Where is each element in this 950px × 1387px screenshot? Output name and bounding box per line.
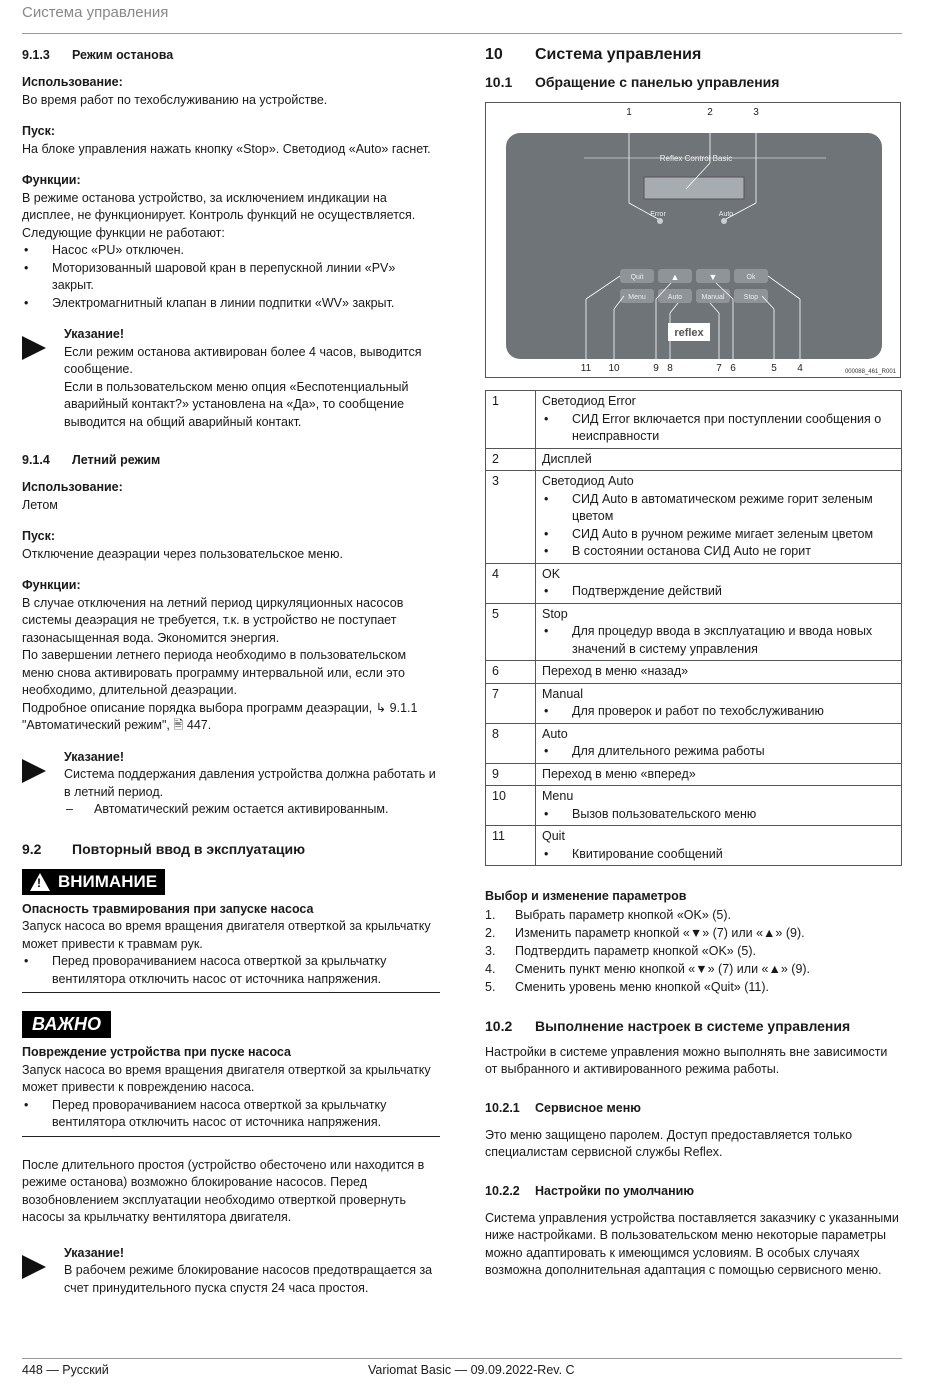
legend-number: 10 [486, 786, 536, 826]
table-row [486, 723, 902, 763]
list-item: • Насос «PU» отключен. [22, 242, 440, 260]
heading-9-2: 9.2 Повторный ввод в эксплуатацию [22, 840, 306, 857]
menu-button-label: Menu [628, 294, 646, 301]
note-text: В рабочем режиме блокирование насосов предотвращается за счет принудительного пуска спустя 24 часа простоя. [64, 1263, 433, 1295]
auto-button-label: Auto [667, 294, 683, 301]
legend-description [536, 763, 902, 786]
callout-number: 6 [730, 363, 736, 374]
control-panel-figure [485, 102, 901, 378]
legend-number: 9 [486, 763, 536, 786]
legend-title: Stop [542, 606, 568, 621]
table-row [486, 391, 902, 449]
callout-number: 5 [771, 363, 777, 374]
list-item: • Для длительного режима работы [542, 743, 895, 761]
note-block [22, 749, 440, 819]
legend-number: 5 [486, 603, 536, 661]
legend-description [536, 786, 902, 826]
note-title: Указание! [64, 1245, 125, 1260]
error-led-label: Error [650, 211, 666, 218]
manual-button-label: Manual [701, 294, 725, 301]
list-item: • Электромагнитный клапан в линии подпитки «WV» закрыт. [22, 295, 440, 313]
heading-10-2-2: 10.2.2 Настройки по умолчанию [485, 1183, 695, 1198]
legend-number: 11 [486, 826, 536, 866]
list-item: • Подтверждение действий [542, 583, 895, 601]
table-row [486, 786, 902, 826]
footer-page-number: 448 — Русский [22, 1363, 109, 1377]
table-row [486, 448, 902, 471]
left-column [22, 40, 440, 1297]
section-text: Это меню защищено паролем. Доступ предоставляется только специалистам сервисной службы Reflex. [485, 1127, 853, 1159]
list-item: • Перед проворачиванием насоса отверткой за крыльчатку вентилятора отключить насос от источника напряжения. [22, 953, 440, 988]
important-box [22, 1011, 440, 1137]
callout-number: 8 [667, 363, 673, 374]
legend-title: Переход в меню «назад» [542, 664, 689, 678]
auto-led-label: Auto [718, 211, 734, 218]
function-list [22, 242, 440, 312]
func-text: В режиме останова устройство, за исключением индикации на дисплее, не функционирует. Контроль функций не осуществляется. [22, 190, 416, 222]
list-item: • Вызов пользовательского меню [542, 806, 895, 824]
legend-number: 4 [486, 563, 536, 603]
caution-text: Запуск насоса во время вращения двигателя отверткой за крыльчатку может привести к травмам рук. [22, 919, 431, 951]
table-row [486, 763, 902, 786]
legend-title: Manual [542, 686, 583, 701]
legend-title: Menu [542, 789, 574, 803]
warning-icon: ! [30, 873, 50, 891]
note-dash-item: – Автоматический режим остается активированным. [64, 801, 440, 819]
legend-number: 2 [486, 448, 536, 471]
start-label: Пуск: [22, 124, 55, 138]
table-row [486, 661, 902, 684]
legend-title: Переход в меню «вперед» [542, 766, 696, 781]
heading-10: 10 Система управления [485, 46, 702, 63]
control-panel-drawing [486, 103, 900, 377]
legend-title: Дисплей [542, 451, 592, 466]
section-text: Система управления устройства поставляется заказчику с указанными ниже настройками. В пользовательском меню некоторые параметры можно адаптировать к имеющимся условиям. В особых случаях возможна дополнительная адаптация с помощью сервисного меню. [485, 1210, 899, 1277]
reflex-logo: reflex [674, 327, 704, 339]
params-steps [485, 906, 902, 996]
important-text: Запуск насоса во время вращения двигателя отверткой за крыльчатку может привести к повреждению насоса. [22, 1062, 431, 1094]
heading-10-2-1: 10.2.1 Сервисное меню [485, 1100, 641, 1115]
list-item: • СИД Error включается при поступлении сообщения о неисправности [542, 411, 895, 446]
callout-number: 10 [608, 363, 620, 374]
legend-description [536, 391, 902, 449]
legend-description [536, 471, 902, 564]
params-title: Выбор и изменение параметров [485, 889, 687, 903]
heading-9-1-4: 9.1.4 Летний режим [22, 453, 161, 467]
list-item: 3. Подтвердить параметр кнопкой «OK» (5). [485, 943, 756, 958]
note-text: Система поддержания давления устройства должна работать и в летний период. [64, 767, 436, 799]
quit-button-label: Quit [630, 274, 644, 281]
note-title: Указание! [64, 749, 125, 764]
callout-number: 7 [716, 363, 722, 374]
table-row [486, 826, 902, 866]
callout-number: 2 [707, 107, 713, 118]
header-rule [22, 33, 902, 34]
note-arrow-icon [22, 336, 46, 360]
table-row [486, 603, 902, 661]
start-text: На блоке управления нажать кнопку «Stop». Светодиод «Auto» гаснет. [22, 141, 431, 156]
heading-10-1: 10.1 Обращение с панелью управления [485, 74, 780, 90]
down-arrow-icon: ▼ [708, 272, 718, 282]
legend-title: Светодиод Auto [542, 474, 634, 488]
list-item: 4. Сменить пункт меню кнопкой «▼» (7) или «▲» (9). [485, 961, 811, 976]
important-title: Повреждение устройства при пуске насоса [22, 1045, 291, 1059]
footer-document-id: Variomat Basic — 09.09.2022-Rev. C [368, 1363, 575, 1377]
use-text: Во время работ по техобслуживанию на устройстве. [22, 92, 328, 107]
legend-number: 7 [486, 683, 536, 723]
callout-number: 1 [626, 107, 632, 118]
use-label: Использование: [22, 75, 123, 89]
legend-title: OK [542, 566, 561, 581]
legend-table [485, 390, 902, 866]
legend-number: 8 [486, 723, 536, 763]
heading-9-1-3: 9.1.3 Режим останова [22, 48, 174, 62]
legend-description [536, 683, 902, 723]
note-title: Указание! [64, 327, 125, 341]
list-item: • СИД Auto в ручном режиме мигает зеленым цветом [542, 526, 895, 544]
callout-number: 9 [653, 363, 659, 374]
legend-title: Auto [542, 726, 568, 741]
up-arrow-icon: ▲ [670, 272, 680, 282]
list-item: 2. Изменить параметр кнопкой «▼» (7) или «▲» (9). [485, 925, 805, 940]
list-item: • Для процедур ввода в эксплуатацию и ввода новых значений в систему управления [542, 623, 895, 658]
footer-rule [22, 1358, 902, 1359]
caution-title: Опасность травмирования при запуске насоса [22, 901, 314, 916]
note-arrow-icon [22, 759, 46, 783]
use-label: Использование: [22, 480, 123, 494]
legend-title: Светодиод Error [542, 394, 636, 408]
ok-button-label: Ok [746, 274, 756, 281]
func-text: По завершении летнего периода необходимо в пользовательском меню снова активировать программу интервальной или, если это необходимо, длительной деаэрации. [22, 648, 407, 697]
func-label: Функции: [22, 578, 81, 592]
legend-description [536, 723, 902, 763]
table-row [486, 471, 902, 564]
legend-description [536, 448, 902, 471]
func-text: В случае отключения на летний период циркуляционных насосов системы деаэрация не требуется, т.к. в устройство не поступает газонасыщенная вода. Экономится энергия. [22, 595, 404, 645]
legend-number: 6 [486, 661, 536, 684]
section-text: Настройки в системе управления можно выполнять вне зависимости от выбранного и активированного режима работы. [485, 1044, 888, 1076]
func-text[interactable]: Подробное описание порядка выбора программ деаэрации, ↳ 9.1.1 "Автоматический режим", 🖹 447. [22, 700, 418, 732]
legend-description [536, 603, 902, 661]
list-item: • СИД Auto в автоматическом режиме горит зеленым цветом [542, 491, 895, 526]
restart-paragraph: После длительного простоя (устройство обесточено или находится в режиме останова) возможно блокирование насосов. Перед возобновлением эксплуатации необходимо отверткой провернуть насосы за крыльчатку вентилятора двигателя. [22, 1157, 425, 1224]
list-item: 1. Выбрать параметр кнопкой «OK» (5). [485, 907, 732, 922]
func-text-2: Следующие функции не работают: [22, 225, 225, 240]
legend-number: 3 [486, 471, 536, 564]
list-item: • Моторизованный шаровой кран в перепускной линии «PV» закрыт. [22, 260, 440, 295]
list-item: • В состоянии останова СИД Auto не горит [542, 543, 895, 561]
start-text: Отключение деаэрации через пользовательское меню. [22, 546, 344, 561]
running-head: Система управления [22, 4, 169, 21]
legend-description [536, 563, 902, 603]
list-item: • Перед проворачиванием насоса отверткой за крыльчатку вентилятора отключить насос от источника напряжения. [22, 1097, 440, 1132]
legend-description [536, 661, 902, 684]
legend-description [536, 826, 902, 866]
callout-number: 3 [753, 107, 759, 118]
note-block [22, 326, 440, 431]
right-column [485, 46, 902, 1280]
legend-title: Quit [542, 829, 565, 843]
heading-10-2: 10.2 Выполнение настроек в системе управления [485, 1017, 851, 1034]
note-text: Если режим останова активирован более 4 часов, выводится сообщение. [64, 344, 422, 376]
figure-code: 000088_461_R001 [844, 369, 896, 375]
note-block [22, 1245, 440, 1298]
callout-number: 11 [580, 363, 592, 374]
callout-number: 4 [797, 363, 803, 374]
caution-badge: ! ВНИМАНИЕ [22, 869, 165, 895]
table-row [486, 683, 902, 723]
list-item: • Для проверок и работ по техобслуживанию [542, 703, 895, 721]
list-item: 5. Сменить уровень меню кнопкой «Quit» (11). [485, 979, 770, 994]
list-item: • Квитирование сообщений [542, 846, 895, 864]
note-text: Если в пользовательском меню опция «Беспотенциальный аварийный контакт?» установлена на «Да», то сообщение выводится на общий аварийный контакт. [64, 379, 409, 429]
start-label: Пуск: [22, 529, 55, 543]
table-row [486, 563, 902, 603]
legend-number: 1 [486, 391, 536, 449]
important-badge: ВАЖНО [22, 1011, 111, 1038]
use-text: Летом [22, 497, 58, 512]
func-label: Функции: [22, 173, 81, 187]
stop-button-label: Stop [743, 294, 759, 301]
caution-box [22, 869, 440, 994]
note-arrow-icon [22, 1255, 46, 1279]
panel-brand-text: Reflex Control Basic [659, 154, 733, 163]
